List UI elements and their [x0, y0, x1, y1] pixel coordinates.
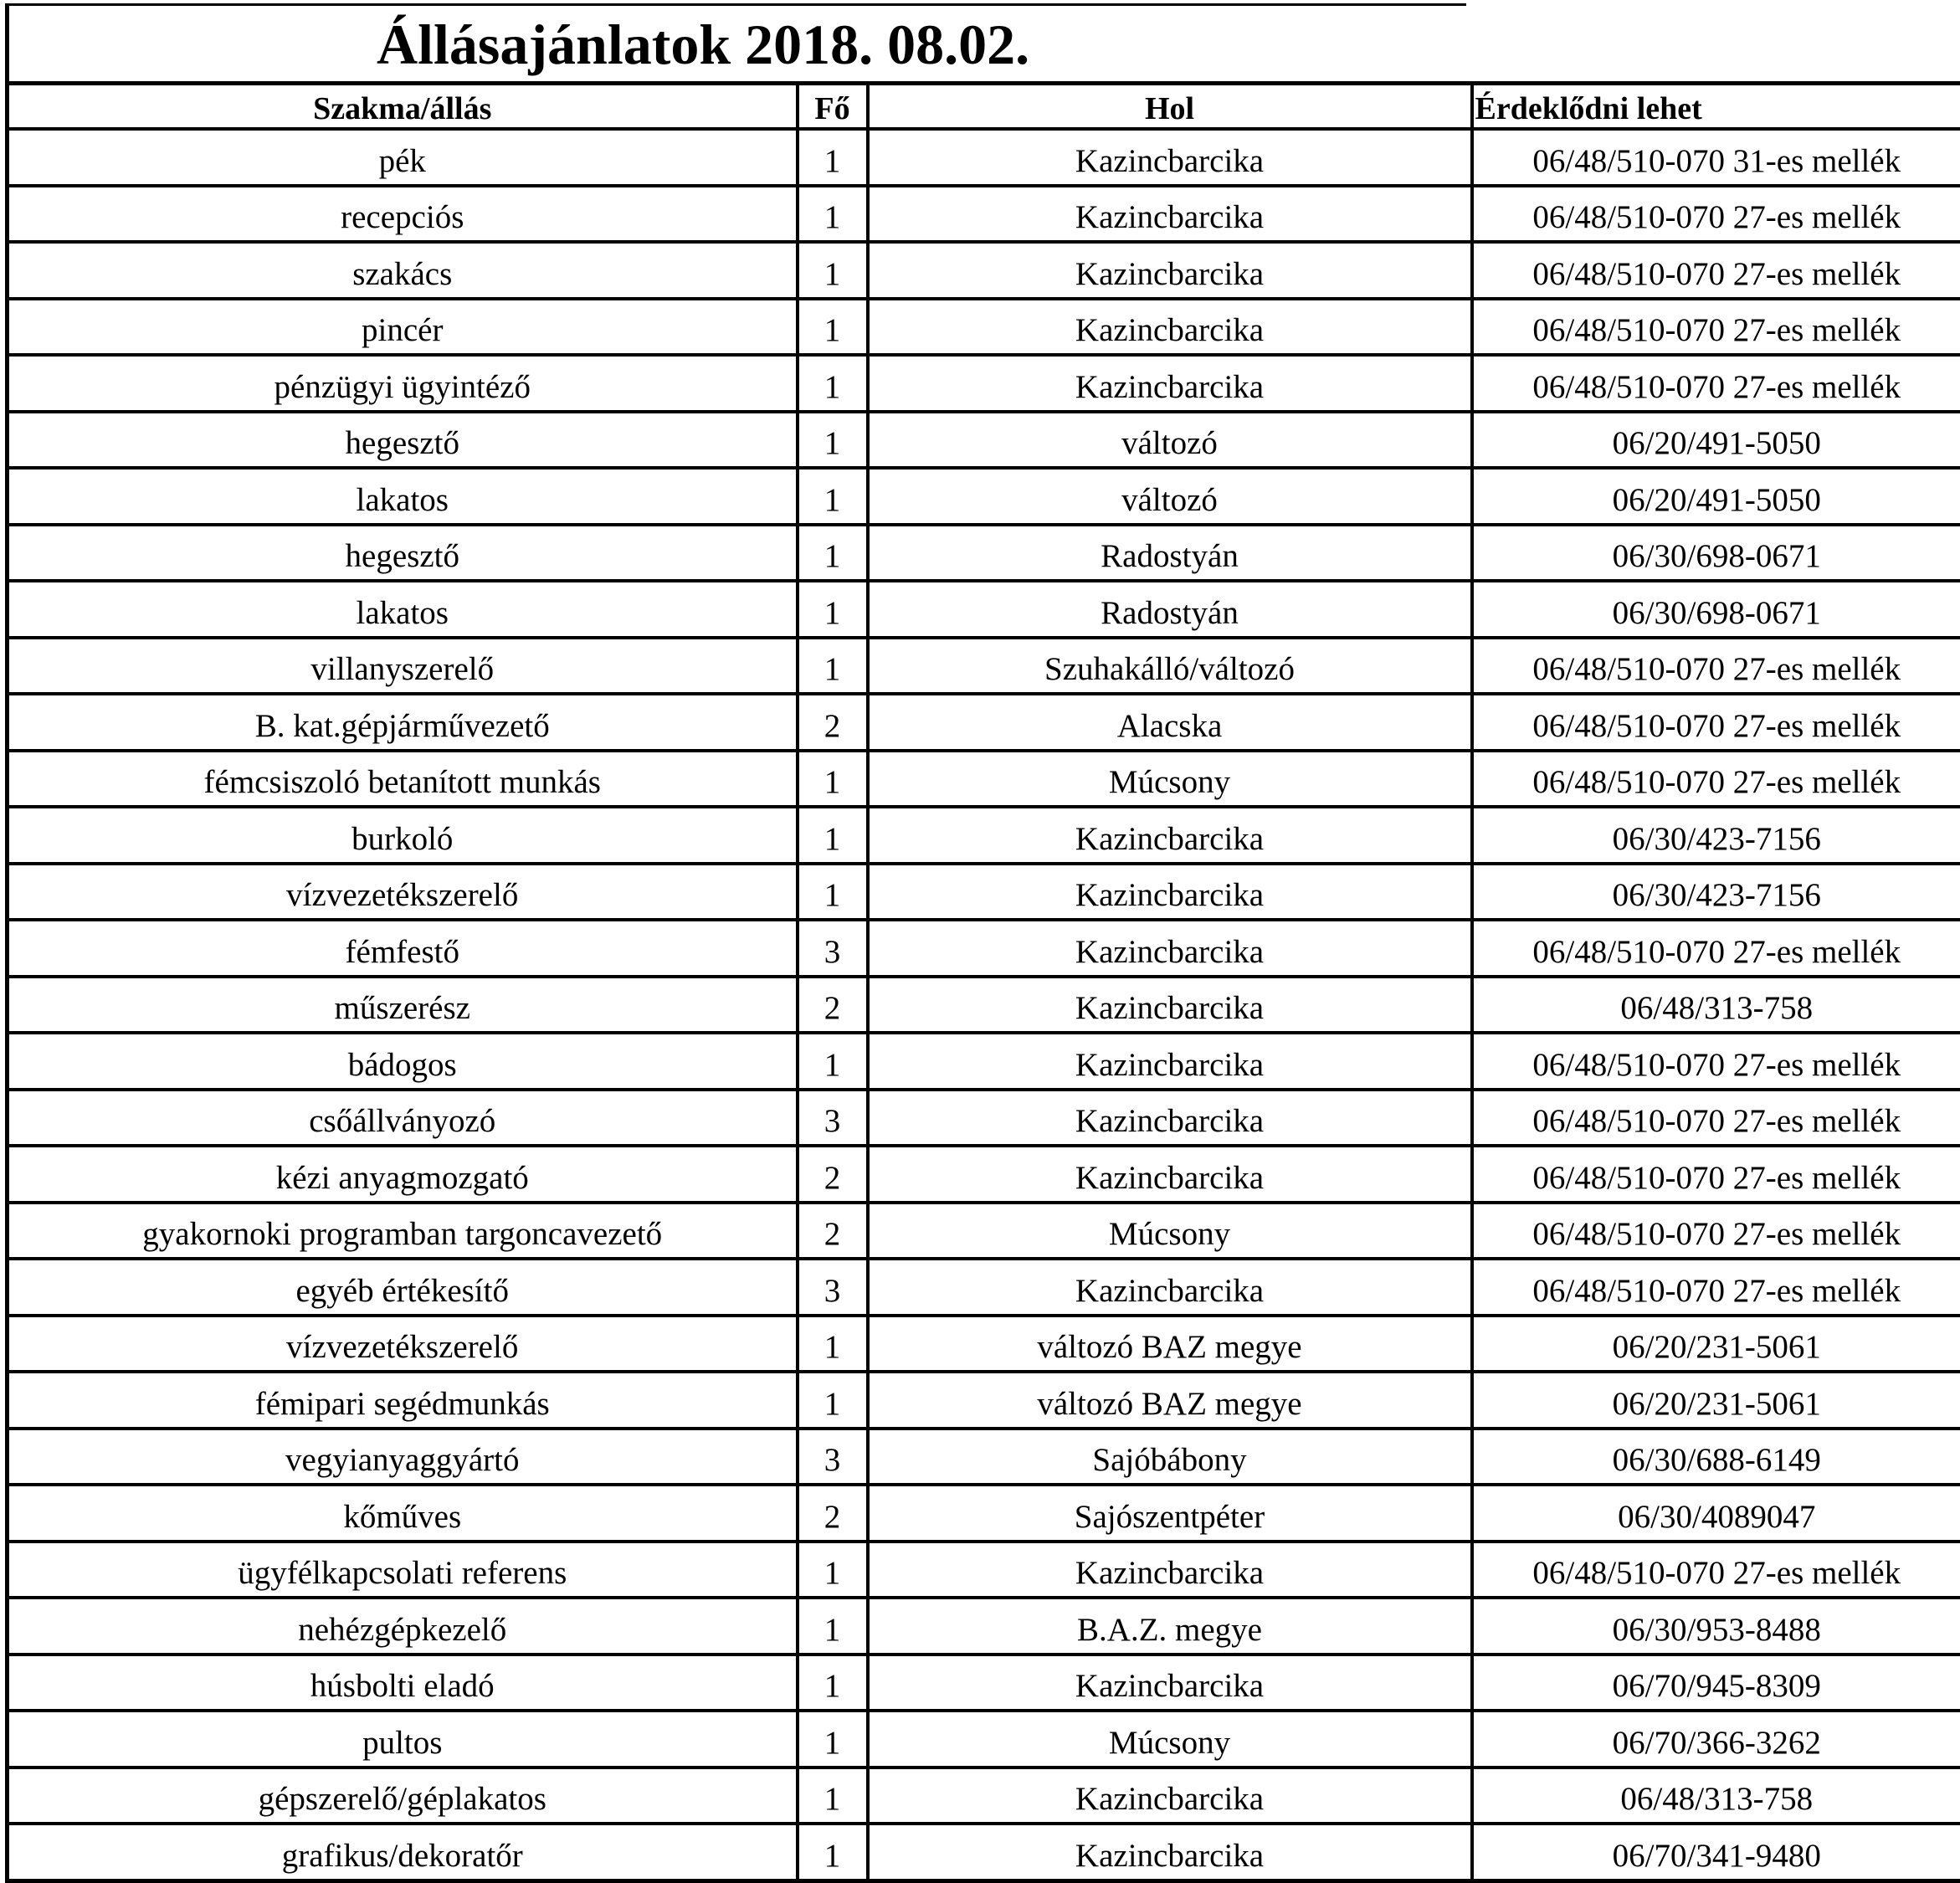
location-cell: Kazincbarcika — [868, 1768, 1472, 1824]
count-cell: 1 — [798, 1316, 868, 1372]
location-cell: Kazincbarcika — [868, 299, 1472, 356]
job-cell: pincér — [8, 299, 798, 356]
count-cell: 1 — [798, 412, 868, 469]
contact-cell: 06/48/510-070 27-es mellék — [1472, 694, 1960, 751]
location-cell: Kazincbarcika — [868, 1542, 1472, 1598]
location-cell: Kazincbarcika — [868, 242, 1472, 299]
count-cell: 1 — [798, 1542, 868, 1598]
count-cell: 2 — [798, 1485, 868, 1542]
location-cell: Radostyán — [868, 525, 1472, 582]
job-cell: burkoló — [8, 807, 798, 864]
job-cell: villanyszerelő — [8, 638, 798, 695]
job-cell: B. kat.gépjárművezető — [8, 694, 798, 751]
table-row — [8, 864, 1960, 921]
contact-cell: 06/48/510-070 27-es mellék — [1472, 638, 1960, 695]
contact-cell: 06/70/366-3262 — [1472, 1711, 1960, 1768]
location-cell: Kazincbarcika — [868, 1655, 1472, 1711]
contact-cell: 06/20/491-5050 — [1472, 412, 1960, 469]
location-cell: Kazincbarcika — [868, 186, 1472, 243]
job-cell: bádogos — [8, 1033, 798, 1090]
page-title: Állásajánlatok 2018. 08.02. — [377, 8, 1029, 80]
table-row — [8, 1316, 1960, 1372]
count-cell: 1 — [798, 186, 868, 243]
job-cell: pék — [8, 129, 798, 186]
table-row — [8, 1768, 1960, 1824]
job-cell: lakatos — [8, 581, 798, 638]
job-cell: szakács — [8, 242, 798, 299]
job-cell: húsbolti eladó — [8, 1655, 798, 1711]
job-cell: csőállványozó — [8, 1090, 798, 1147]
table-row — [8, 920, 1960, 977]
location-cell: Kazincbarcika — [868, 807, 1472, 864]
count-cell: 2 — [798, 1146, 868, 1203]
location-cell: Sajóbábony — [868, 1429, 1472, 1485]
job-cell: fémfestő — [8, 920, 798, 977]
count-cell: 1 — [798, 1598, 868, 1655]
contact-cell: 06/48/510-070 27-es mellék — [1472, 1090, 1960, 1147]
job-cell: hegesztő — [8, 412, 798, 469]
table-row — [8, 1711, 1960, 1768]
count-cell: 1 — [798, 242, 868, 299]
location-cell: Sajószentpéter — [868, 1485, 1472, 1542]
count-cell: 1 — [798, 129, 868, 186]
table-row — [8, 581, 1960, 638]
count-cell: 1 — [798, 1033, 868, 1090]
table-row — [8, 412, 1960, 469]
table-row — [8, 1203, 1960, 1260]
table-row — [8, 751, 1960, 808]
contact-cell: 06/48/510-070 27-es mellék — [1472, 751, 1960, 808]
job-cell: recepciós — [8, 186, 798, 243]
table-row — [8, 1033, 1960, 1090]
table-row — [8, 186, 1960, 243]
count-cell: 3 — [798, 1259, 868, 1316]
contact-cell: 06/30/423-7156 — [1472, 864, 1960, 921]
table-row — [8, 525, 1960, 582]
table-row — [8, 1429, 1960, 1485]
location-cell: Kazincbarcika — [868, 864, 1472, 921]
header-location: Hol — [868, 84, 1472, 130]
contact-cell: 06/30/698-0671 — [1472, 525, 1960, 582]
table-row — [8, 1824, 1960, 1880]
count-cell: 3 — [798, 1429, 868, 1485]
job-cell: grafikus/dekoratőr — [8, 1824, 798, 1880]
location-cell: Múcsony — [868, 1203, 1472, 1260]
job-cell: gyakornoki programban targoncavezető — [8, 1203, 798, 1260]
job-cell: ügyfélkapcsolati referens — [8, 1542, 798, 1598]
job-cell: nehézgépkezelő — [8, 1598, 798, 1655]
count-cell: 2 — [798, 694, 868, 751]
job-cell: lakatos — [8, 468, 798, 525]
job-cell: hegesztő — [8, 525, 798, 582]
header-job: Szakma/állás — [8, 84, 798, 130]
contact-cell: 06/48/510-070 27-es mellék — [1472, 186, 1960, 243]
location-cell: Kazincbarcika — [868, 1090, 1472, 1147]
header-contact: Érdeklődni lehet — [1472, 84, 1960, 130]
location-cell: változó BAZ megye — [868, 1316, 1472, 1372]
job-cell: műszerész — [8, 977, 798, 1034]
table-row — [8, 977, 1960, 1034]
count-cell: 1 — [798, 468, 868, 525]
contact-cell: 06/30/423-7156 — [1472, 807, 1960, 864]
contact-cell: 06/48/510-070 27-es mellék — [1472, 242, 1960, 299]
contact-cell: 06/48/510-070 27-es mellék — [1472, 1542, 1960, 1598]
table-row — [8, 638, 1960, 695]
job-cell: vegyianyaggyártó — [8, 1429, 798, 1485]
contact-cell: 06/48/510-070 27-es mellék — [1472, 920, 1960, 977]
count-cell: 1 — [798, 1655, 868, 1711]
location-cell: Kazincbarcika — [868, 355, 1472, 412]
count-cell: 1 — [798, 1824, 868, 1880]
location-cell: Múcsony — [868, 751, 1472, 808]
table-row — [8, 1146, 1960, 1203]
contact-cell: 06/30/4089047 — [1472, 1485, 1960, 1542]
table-row — [8, 468, 1960, 525]
table-row — [8, 299, 1960, 356]
location-cell: változó BAZ megye — [868, 1372, 1472, 1429]
location-cell: változó — [868, 412, 1472, 469]
table-header-row — [8, 84, 1960, 130]
count-cell: 3 — [798, 1090, 868, 1147]
contact-cell: 06/20/231-5061 — [1472, 1316, 1960, 1372]
job-offers-table — [5, 81, 1960, 1883]
count-cell: 3 — [798, 920, 868, 977]
contact-cell: 06/70/341-9480 — [1472, 1824, 1960, 1880]
contact-cell: 06/48/313-758 — [1472, 1768, 1960, 1824]
table-row — [8, 355, 1960, 412]
job-cell: vízvezetékszerelő — [8, 864, 798, 921]
count-cell: 1 — [798, 864, 868, 921]
job-cell: egyéb értékesítő — [8, 1259, 798, 1316]
count-cell: 1 — [798, 1711, 868, 1768]
contact-cell: 06/30/698-0671 — [1472, 581, 1960, 638]
job-cell: fémipari segédmunkás — [8, 1372, 798, 1429]
location-cell: Múcsony — [868, 1711, 1472, 1768]
count-cell: 1 — [798, 355, 868, 412]
table-row — [8, 1655, 1960, 1711]
table-row — [8, 1542, 1960, 1598]
location-cell: Kazincbarcika — [868, 1259, 1472, 1316]
location-cell: változó — [868, 468, 1472, 525]
count-cell: 1 — [798, 751, 868, 808]
location-cell: Kazincbarcika — [868, 977, 1472, 1034]
contact-cell: 06/48/510-070 27-es mellék — [1472, 1203, 1960, 1260]
header-count: Fő — [798, 84, 868, 130]
contact-cell: 06/70/945-8309 — [1472, 1655, 1960, 1711]
location-cell: Kazincbarcika — [868, 1033, 1472, 1090]
table-row — [8, 1372, 1960, 1429]
location-cell: Kazincbarcika — [868, 920, 1472, 977]
table-row — [8, 1485, 1960, 1542]
contact-cell: 06/48/510-070 27-es mellék — [1472, 1146, 1960, 1203]
count-cell: 2 — [798, 977, 868, 1034]
table-body — [8, 129, 1960, 1880]
table-row — [8, 1598, 1960, 1655]
contact-cell: 06/48/510-070 27-es mellék — [1472, 299, 1960, 356]
location-cell: Szuhakálló/változó — [868, 638, 1472, 695]
count-cell: 1 — [798, 581, 868, 638]
contact-cell: 06/48/510-070 27-es mellék — [1472, 1259, 1960, 1316]
location-cell: Radostyán — [868, 581, 1472, 638]
job-cell: kőműves — [8, 1485, 798, 1542]
job-cell: gépszerelő/géplakatos — [8, 1768, 798, 1824]
count-cell: 1 — [798, 525, 868, 582]
job-cell: kézi anyagmozgató — [8, 1146, 798, 1203]
count-cell: 1 — [798, 1768, 868, 1824]
job-cell: pultos — [8, 1711, 798, 1768]
location-cell: Kazincbarcika — [868, 1824, 1472, 1880]
job-cell: vízvezetékszerelő — [8, 1316, 798, 1372]
table-row — [8, 807, 1960, 864]
contact-cell: 06/48/510-070 27-es mellék — [1472, 355, 1960, 412]
table-row — [8, 129, 1960, 186]
table-row — [8, 1259, 1960, 1316]
count-cell: 1 — [798, 1372, 868, 1429]
table-row — [8, 242, 1960, 299]
contact-cell: 06/30/953-8488 — [1472, 1598, 1960, 1655]
count-cell: 1 — [798, 299, 868, 356]
contact-cell: 06/20/231-5061 — [1472, 1372, 1960, 1429]
location-cell: Kazincbarcika — [868, 1146, 1472, 1203]
job-cell: fémcsiszoló betanított munkás — [8, 751, 798, 808]
contact-cell: 06/48/510-070 31-es mellék — [1472, 129, 1960, 186]
job-cell: pénzügyi ügyintéző — [8, 355, 798, 412]
count-cell: 1 — [798, 638, 868, 695]
contact-cell: 06/20/491-5050 — [1472, 468, 1960, 525]
contact-cell: 06/30/688-6149 — [1472, 1429, 1960, 1485]
table-row — [8, 694, 1960, 751]
table-row — [8, 1090, 1960, 1147]
location-cell: Alacska — [868, 694, 1472, 751]
count-cell: 1 — [798, 807, 868, 864]
contact-cell: 06/48/313-758 — [1472, 977, 1960, 1034]
location-cell: B.A.Z. megye — [868, 1598, 1472, 1655]
location-cell: Kazincbarcika — [868, 129, 1472, 186]
contact-cell: 06/48/510-070 27-es mellék — [1472, 1033, 1960, 1090]
count-cell: 2 — [798, 1203, 868, 1260]
